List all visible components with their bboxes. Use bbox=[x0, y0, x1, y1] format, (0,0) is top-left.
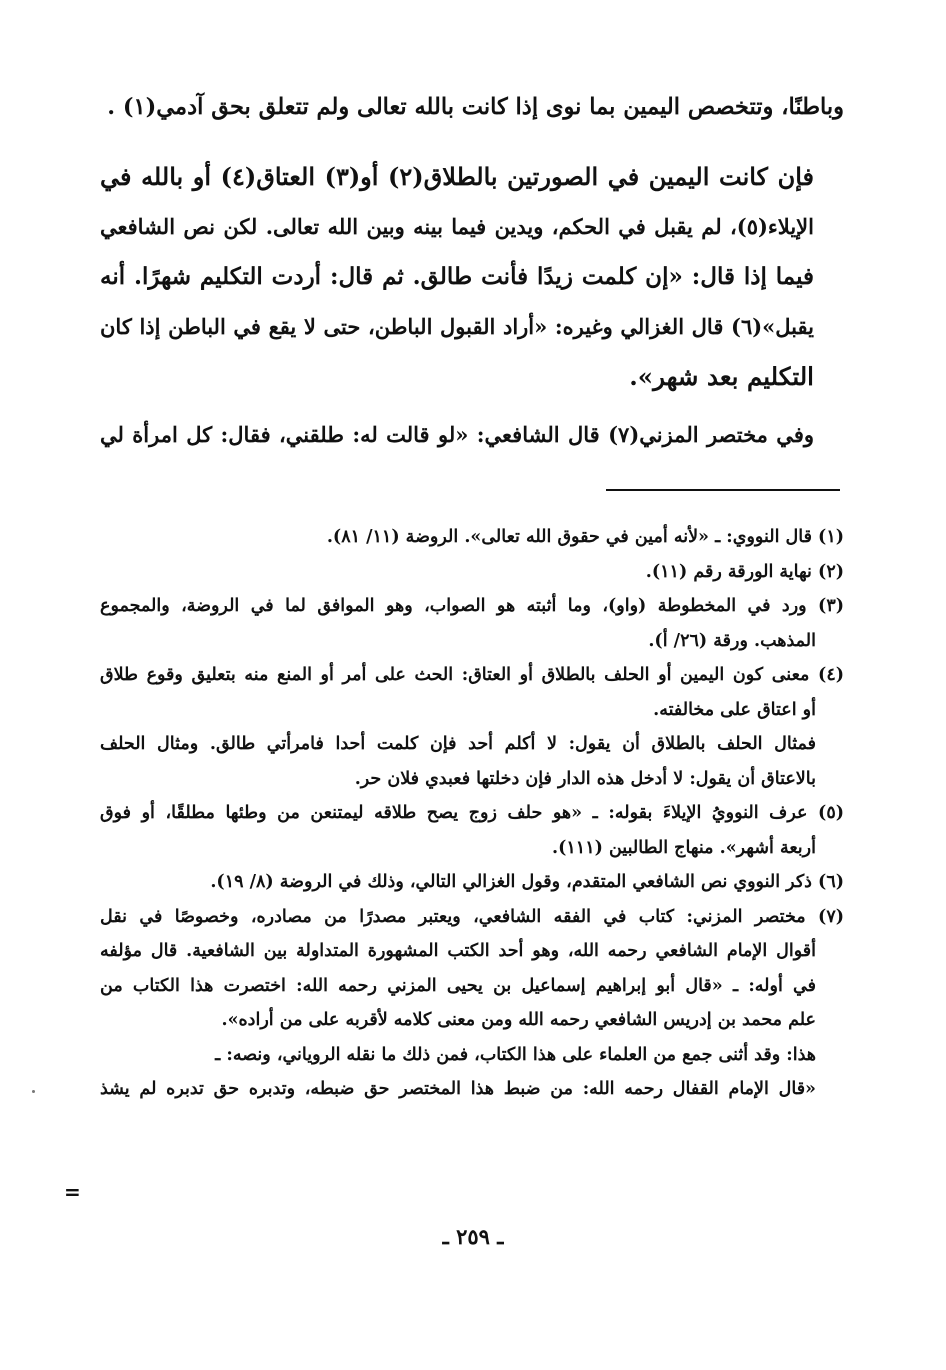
footnote-1 bbox=[100, 520, 844, 555]
footnote-line: (٤) معنى كون اليمين أو الحلف بالطلاق أو العتاق: الحث على أمر أو المنع منه بتعليق وقوع طلاق bbox=[100, 665, 844, 685]
paragraph-2-line-2: الإيلاء(٥)، لم يقبل في الحكم، ويدين فيما بينه وبين الله تعالى. لكن نص الشافعي bbox=[100, 214, 814, 239]
scan-speck bbox=[32, 1090, 35, 1093]
footnote-2 bbox=[100, 555, 844, 590]
footnote-line: «قال الإمام القفال رحمه الله: من ضبط هذا المختصر حق ضبطه، وتدبره حق تدبره لم يشذ bbox=[100, 1079, 816, 1099]
footnote-line: المذهب. ورقة (٢٦/ أ). bbox=[648, 630, 816, 651]
footnote-7 bbox=[100, 900, 844, 1107]
footnote-5 bbox=[100, 796, 844, 865]
paragraph-2-line-5: التكليم بعد شهر». bbox=[629, 362, 814, 391]
footnote-separator-rule bbox=[606, 489, 840, 491]
footnote-line: أربعة أشهر». منهاج الطالبين (١١١). bbox=[552, 837, 816, 858]
paragraph-2-line-1: فإن كانت اليمين في الصورتين بالطلاق(٢) أو(٣) العتاق(٤) أو بالله في bbox=[100, 162, 814, 191]
footnote-line: فمثال الحلف بالطلاق أن يقول: لا أكلم أحد فإن كلمت أحدا فامرأتي طالق. ومثال الحلف bbox=[100, 734, 816, 754]
footnote-line: هذا: وقد أثنى جمع من العلماء على هذا الكتاب، فمن ذلك ما نقله الروياني، ونصه: ـ bbox=[215, 1044, 816, 1065]
paragraph-3 bbox=[100, 410, 844, 460]
paragraph-2 bbox=[100, 152, 844, 402]
footnote-line: أو اعتاق على مخالفته. bbox=[653, 699, 816, 720]
paragraph-2-line-3: فيما إذا قال: «إن كلمت زيدًا فأنت طالق. ثم قال: أردت التكليم شهرًا. أنه bbox=[100, 263, 814, 290]
paragraph-1-line-1: وباطنًا، وتتخصص اليمين بما نوى إذا كانت بالله تعالى ولم تتعلق بحق آدمي(١) . bbox=[107, 94, 844, 120]
footnote-6 bbox=[100, 865, 844, 900]
footnote-line: بالاعتاق أن يقول: لا أدخل هذه الدار فإن دخلتها فعبدي فلان حر. bbox=[354, 768, 816, 789]
footnote-line: (١) قال النووي: ـ «لأنه أمين في حقوق الله تعالى». الروضة (١١/ ٨١). bbox=[326, 527, 844, 547]
paragraph-3-line-1: وفي مختصر المزني(٧) قال الشافعي: «لو قالت له: طلقني، فقال: كل امرأة لي bbox=[100, 422, 814, 447]
continuation-mark: = bbox=[64, 1180, 81, 1204]
footnote-4 bbox=[100, 658, 844, 796]
page-number: ـ ٢٥٩ ـ bbox=[442, 1224, 504, 1249]
footnotes bbox=[100, 520, 844, 1107]
footnote-line: في أوله: ـ «قال أبو إبراهيم إسماعيل بن يحيى المزني رحمه الله: اختصرت هذا الكتاب من bbox=[100, 975, 816, 996]
footnote-line: (٢) نهاية الورقة رقم (١١). bbox=[645, 561, 844, 582]
footnote-line: (٥) عرف النوويُ الإيلاءَ بقوله: ـ «هو حلف زوج يصح طلاقه ليمتنعن من وطئها مطلقًا، أو فوق bbox=[100, 803, 844, 823]
paragraph-2-line-4: يقبل»(٦) قال الغزالي وغيره: «أراد القبول الباطن، حتى لا يقع في الباطن إذا كان bbox=[100, 314, 814, 339]
footnote-line: (٧) مختصر المزني: كتاب في الفقه الشافعي، ويعتبر مصدرًا من مصادره، وخصوصًا في نقل bbox=[100, 906, 844, 927]
footnote-line: (٦) ذكر النووي نص الشافعي المتقدم، وقول الغزالي التالي، وذلك في الروضة (٨/ ١٩). bbox=[210, 872, 844, 892]
footnote-line: أقوال الإمام الشافعي رحمه الله، وهو أحد الكتب المشهورة المتداولة بين الشافعية. قال مؤلفه bbox=[100, 941, 816, 961]
paragraph-1 bbox=[100, 82, 844, 132]
footnote-line: علم محمد بن إدريس الشافعي رحمه الله ومن معنى كلامه لأقربه على من أراده». bbox=[221, 1010, 816, 1030]
footnote-line: (٣) ورد في المخطوطة (واو)، وما أثبته هو الصواب، وهو الموافق لما في الروضة، والمجموع bbox=[100, 596, 844, 616]
footnote-3 bbox=[100, 589, 844, 658]
